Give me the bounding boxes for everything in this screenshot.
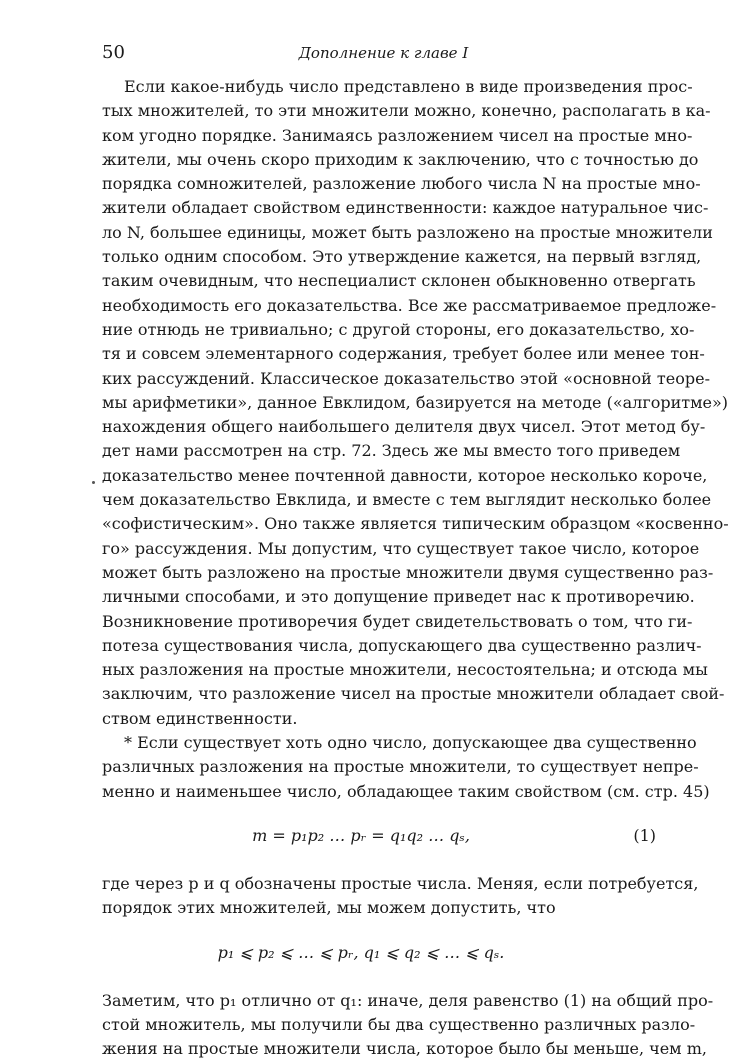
text-line: таким очевидным, что неспециалист склонен обыкновенно отвергать [102,269,660,293]
text-line: го» рассуждения. Мы допустим, что существует такое число, которое [102,537,660,561]
margin-dot [92,481,95,484]
text-line: Если какое-нибудь число представлено в виде произведения прос- [102,75,660,99]
paragraph-4 [102,989,660,1061]
text-line: ных разложения на простые множители, несостоятельна; и отсюда мы [102,658,660,682]
text-line: мы арифметики», данное Евклидом, базируется на методе («алгоритме») [102,391,660,415]
text-line: порядок этих множителей, мы можем допустить, что [102,896,660,920]
text-line: ние отнюдь не тривиально; с другой стороны, его доказательство, хо- [102,318,660,342]
page-body [102,75,660,1061]
text-line: порядка сомножителей, разложение любого числа N на простые мно- [102,172,660,196]
paragraph-3 [102,872,660,921]
equation-1-number: (1) [633,824,656,848]
equation-2 [102,933,660,977]
text-line: дет нами рассмотрен на стр. 72. Здесь же мы вместо того приведем [102,439,660,463]
text-line: доказательство менее почтенной давности, которое несколько короче, [102,464,660,488]
text-line: стой множитель, мы получили бы два существенно различных разло- [102,1013,660,1037]
text-line: чем доказательство Евклида, и вместе с тем выглядит несколько более [102,488,660,512]
text-line: личными способами, и это допущение приведет нас к противоречию. [102,585,660,609]
page-header [102,42,665,66]
text-line: ком угодно порядке. Занимаясь разложением чисел на простые мно- [102,124,660,148]
text-line: * Если существует хоть одно число, допускающее два существенно [102,731,660,755]
text-line: менно и наименьшее число, обладающее таким свойством (см. стр. 45) [102,780,660,804]
text-line: нахождения общего наибольшего делителя двух чисел. Этот метод бу- [102,415,660,439]
text-line: ло N, большее единицы, может быть разложено на простые множители [102,221,660,245]
text-line: Заметим, что p₁ отлично от q₁: иначе, деля равенство (1) на общий про- [102,989,660,1013]
equation-2-expression: p₁ ⩽ p₂ ⩽ … ⩽ pᵣ, q₁ ⩽ q₂ ⩽ … ⩽ qₛ. [102,941,620,965]
text-line: жения на простые множители числа, которое было бы меньше, чем m, [102,1037,660,1061]
text-line: «софистическим». Оно также является типическим образцом «косвенно- [102,512,660,536]
text-line: где через p и q обозначены простые числа. Меняя, если потребуется, [102,872,660,896]
equation-1-expression: m = p₁p₂ … pᵣ = q₁q₂ … qₛ, [102,824,620,848]
text-line: ких рассуждений. Классическое доказательство этой «основной теоре- [102,367,660,391]
paragraph-2 [102,731,660,804]
text-line: может быть разложено на простые множители двумя существенно раз- [102,561,660,585]
text-line: различных разложения на простые множители, то существует непре- [102,755,660,779]
paragraph-1 [102,75,660,731]
text-line: жители обладает свойством единственности: каждое натуральное чис- [102,196,660,220]
page-number: 50 [102,42,125,63]
text-line: заключим, что разложение чисел на простые множители обладает свой- [102,682,660,706]
text-line: тых множителей, то эти множители можно, конечно, располагать в ка- [102,99,660,123]
text-line: необходимость его доказательства. Все же рассматриваемое предложе- [102,294,660,318]
text-line: ством единственности. [102,707,660,731]
equation-1 [102,816,660,860]
running-title: Дополнение к главе I [102,44,665,62]
text-line: Возникновение противоречия будет свидетельствовать о том, что ги- [102,610,660,634]
text-line: тя и совсем элементарного содержания, требует более или менее тон- [102,342,660,366]
text-line: жители, мы очень скоро приходим к заключению, что с точностью до [102,148,660,172]
text-line: только одним способом. Это утверждение кажется, на первый взгляд, [102,245,660,269]
text-line: потеза существования числа, допускающего два существенно различ- [102,634,660,658]
